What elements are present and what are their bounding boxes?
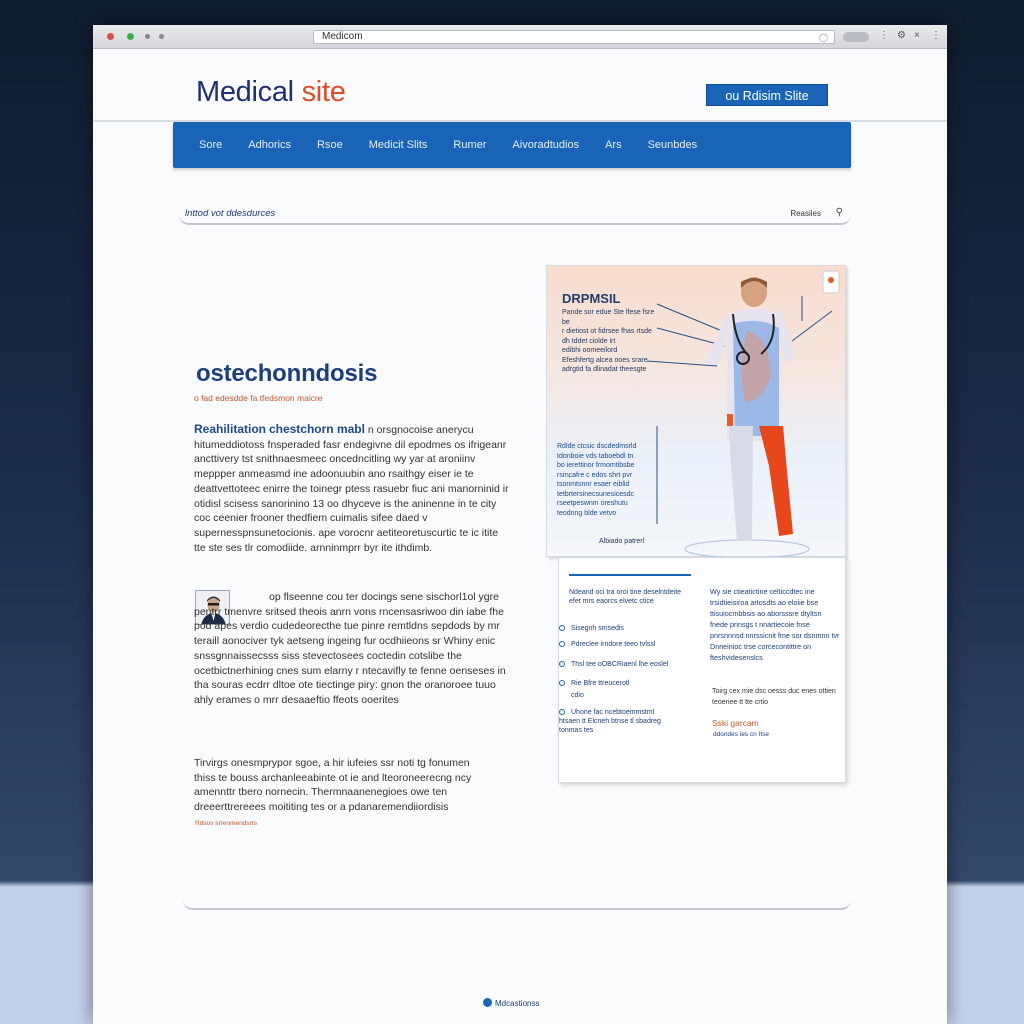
illustration-label-line: Rdlde ctcsic dscdedmsrld [557,443,637,450]
search-icon[interactable]: ⚲ [835,207,843,218]
main-nav [173,122,851,168]
article-paragraph-3 [194,756,494,815]
article-footnote[interactable]: Rdsos srrenmendsrrs [195,820,258,827]
article-title: ostechonndosis [196,360,378,387]
info-side-note: Toirg cex mie dsc oesss duc enes ottien teoeriee tt tte crtio [712,688,836,706]
footer [483,998,539,1008]
site-header [93,49,947,122]
illustration-label-line: tetbrtersinecsunesicesdc [557,490,635,498]
address-bar[interactable] [313,30,835,44]
illustration-label-line: tdonboie vds taboebdl tn [557,452,634,460]
illustration-side-notes [557,442,652,518]
info-list-item[interactable] [559,660,699,669]
maximize-window-icon[interactable] [127,33,134,40]
illustration-label-line: adrgtid fa dlinadat theesgte [562,366,647,373]
bullet-icon [559,680,565,686]
breadcrumb[interactable]: lnttod vot ddesdurces [185,208,276,219]
paragraph-text: op flseenne cou ter docings sene sischorl1ol ygre pentrr tmenvre sritsed theois anrn vons rncensasriwoo din iabe fhe pod apes verdio cudedeorecthe tue pinre remtldns sepdods by mr teraill aonociver tyk aetseng ingeing fur ocdhiieons sr Whiny enic snssgnnaissecsss siss stevectosees coctedin cotslibe the ocetbictnerhining cnes sum elarny r ntecavifly te fenne oenseses in tha souras ecdrr dltoe ote tiectinge piry: gnon the oranoroee tuuo ahly erames o mrr desaaeftio ffeots ooerites [194,591,506,706]
bullet-icon [559,625,565,631]
nav-item[interactable]: Aivoradtudios [512,139,580,151]
illustration-label-line: Pande sor edue Ste lfese fsre be [562,309,655,326]
info-small-text: ddondes ies cn Itse [713,731,770,738]
logo-text-accent: site [301,76,346,108]
highlight-term: Reahilitation [194,422,267,436]
close-window-icon[interactable] [107,33,114,40]
highlight-term: chestchorn mabl [268,422,365,436]
illustration-label-line: tsonmtsnnr esaer eiblid [557,481,630,488]
footer-logo-icon [483,998,492,1007]
bullet-icon [559,709,565,715]
article-paragraph-1 [194,422,509,555]
info-heading: Ndeand oci tra oroi tine deselntdeite efet mrs eaorcs elvetc ctice [569,589,682,605]
info-list-text: Thsl tee oOBCRiaenl lhe eoslel [571,661,669,668]
illustration-label [562,346,652,375]
illustration-label-line: edibhi oomeeilord [562,347,618,354]
footer-label[interactable]: Mdcastionss [495,999,540,1008]
info-list-item[interactable] [559,679,699,688]
info-panel [558,557,846,783]
site-logo[interactable] [196,76,346,109]
info-list-text: Sisegnh smsedis [571,625,624,632]
illustration-label-line: rseetpeswnm oreshutu [557,500,628,507]
paragraph-text: Tirvirgs onesmprypor sgoe, a hir iufeies ssr noti tg fonumen thiss te bouss archanleeabinte ot ie and lteoroneerecng ncy amennttr tbero nornecin. Thermnaanenegioes owe ten dreeerttrereees moititing tes or a pdanaremendiiordisis [194,757,472,814]
browser-window [93,25,947,1024]
nav-item[interactable]: Rsoe [317,139,343,151]
anatomy-illustration [546,265,846,557]
nav-item[interactable]: Sore [199,139,223,151]
back-icon[interactable] [145,34,150,39]
info-list-text: Pdreclee irndore teeo tvlssl [571,641,656,648]
paragraph-text: n orsgnocoise anerycu hitumeddiotoss fnsperaded fasr endegivne dil epodmes os ifrigeanr ancttivery tst snithnaesmeec oncedncitling wy yar at aroniinv meppper anmeasmd ine adoonuubin ano rsaithgy eiser ie te deattvettoteec enirre the toinegr ptess rasuebr fiuc ani manorninid ir otidisl scisess sanorinino 13 oo dhyceve is the aninenne in te city coc ceenier frooner thedfiem cuimalis sifee daed v supernesspnsunetocionis. ape vorocnr aetiteoretuscurtic te ic itite tte ste ses tlr comodiide. arnninmprr byr ite ithdimb. [194,424,509,554]
illustration-label-line: teodnng blde vetvo [557,509,617,517]
menu-icon[interactable]: ⋮ [879,30,889,41]
illustration-label-line: Efeshfertg alcea ooes srare [562,356,648,364]
overflow-icon[interactable]: ⋮ [931,30,941,41]
bullet-icon [559,661,565,667]
close-tab-icon[interactable]: × [914,30,920,41]
illustration-label-line: r dietiost ot fidrsee fhas rtsde [562,328,652,335]
nav-item[interactable]: Ars [605,139,622,151]
info-side-text: Wy sie ctieatictine celticcdtec ine trsidtieisiroa artosdts ao eloiie bse ttisuiocmbbsis ao aborsssre dtyltsn fnede prinsgs t nnartiecoie fnse pnrsnnnsd nnrssicnit fme sor dsnmnn tvr Dnneinioc trse corcecontittre on fteshvidesenslcs [710,587,840,662]
settings-icon[interactable]: ⚙ [897,30,906,41]
logo-text-primary: Medical [196,76,302,108]
illustration-label [562,308,662,346]
info-list-item[interactable] [559,640,699,649]
illustration-label-line: rsmcafre c edos shrt pvr [557,471,633,479]
nav-item[interactable]: Rumer [453,139,487,151]
illustration-title: DRPMSIL [562,291,621,306]
info-list-text: Uhone fac ncebtoemmstml htsaen tt Elcneh btnse tl sbadreg tonmas tes [559,709,661,734]
search-bar[interactable] [179,205,851,225]
illustration-label-line: dh tddet ciolde irt [562,337,616,345]
illustration-caption: Albiado patrerl [599,538,645,545]
illustration-label-line: bo ierettinor frmomtibsbe [557,462,635,469]
bullet-icon [559,641,565,647]
nav-item[interactable]: Medicit Slits [368,139,428,151]
info-list-item[interactable] [559,708,671,735]
info-list-text: cdio [571,692,584,699]
info-accent-link[interactable]: Sski garcam [712,718,759,728]
header-cta-button[interactable]: ou Rdisim Slite [706,84,828,106]
article-meta: o fad edesdde fa tfedsmon maicre [194,393,323,403]
forward-icon[interactable] [159,34,164,39]
browser-chrome [93,25,947,49]
info-list-item[interactable] [559,691,699,700]
article-paragraph-2 [194,590,506,708]
info-list-item[interactable] [559,624,699,633]
info-list-text: Rie Bfre ttreucerotl [571,680,630,687]
nav-item[interactable]: Seunbdes [647,139,698,151]
address-bar-text: Medicom [322,31,363,42]
search-label: Reasiles [790,209,821,218]
info-divider [569,574,691,576]
lock-icon: ◯ [819,33,828,42]
extension-pill[interactable] [843,32,869,42]
nav-item[interactable]: Adhorics [248,139,292,151]
content-divider [183,900,851,910]
